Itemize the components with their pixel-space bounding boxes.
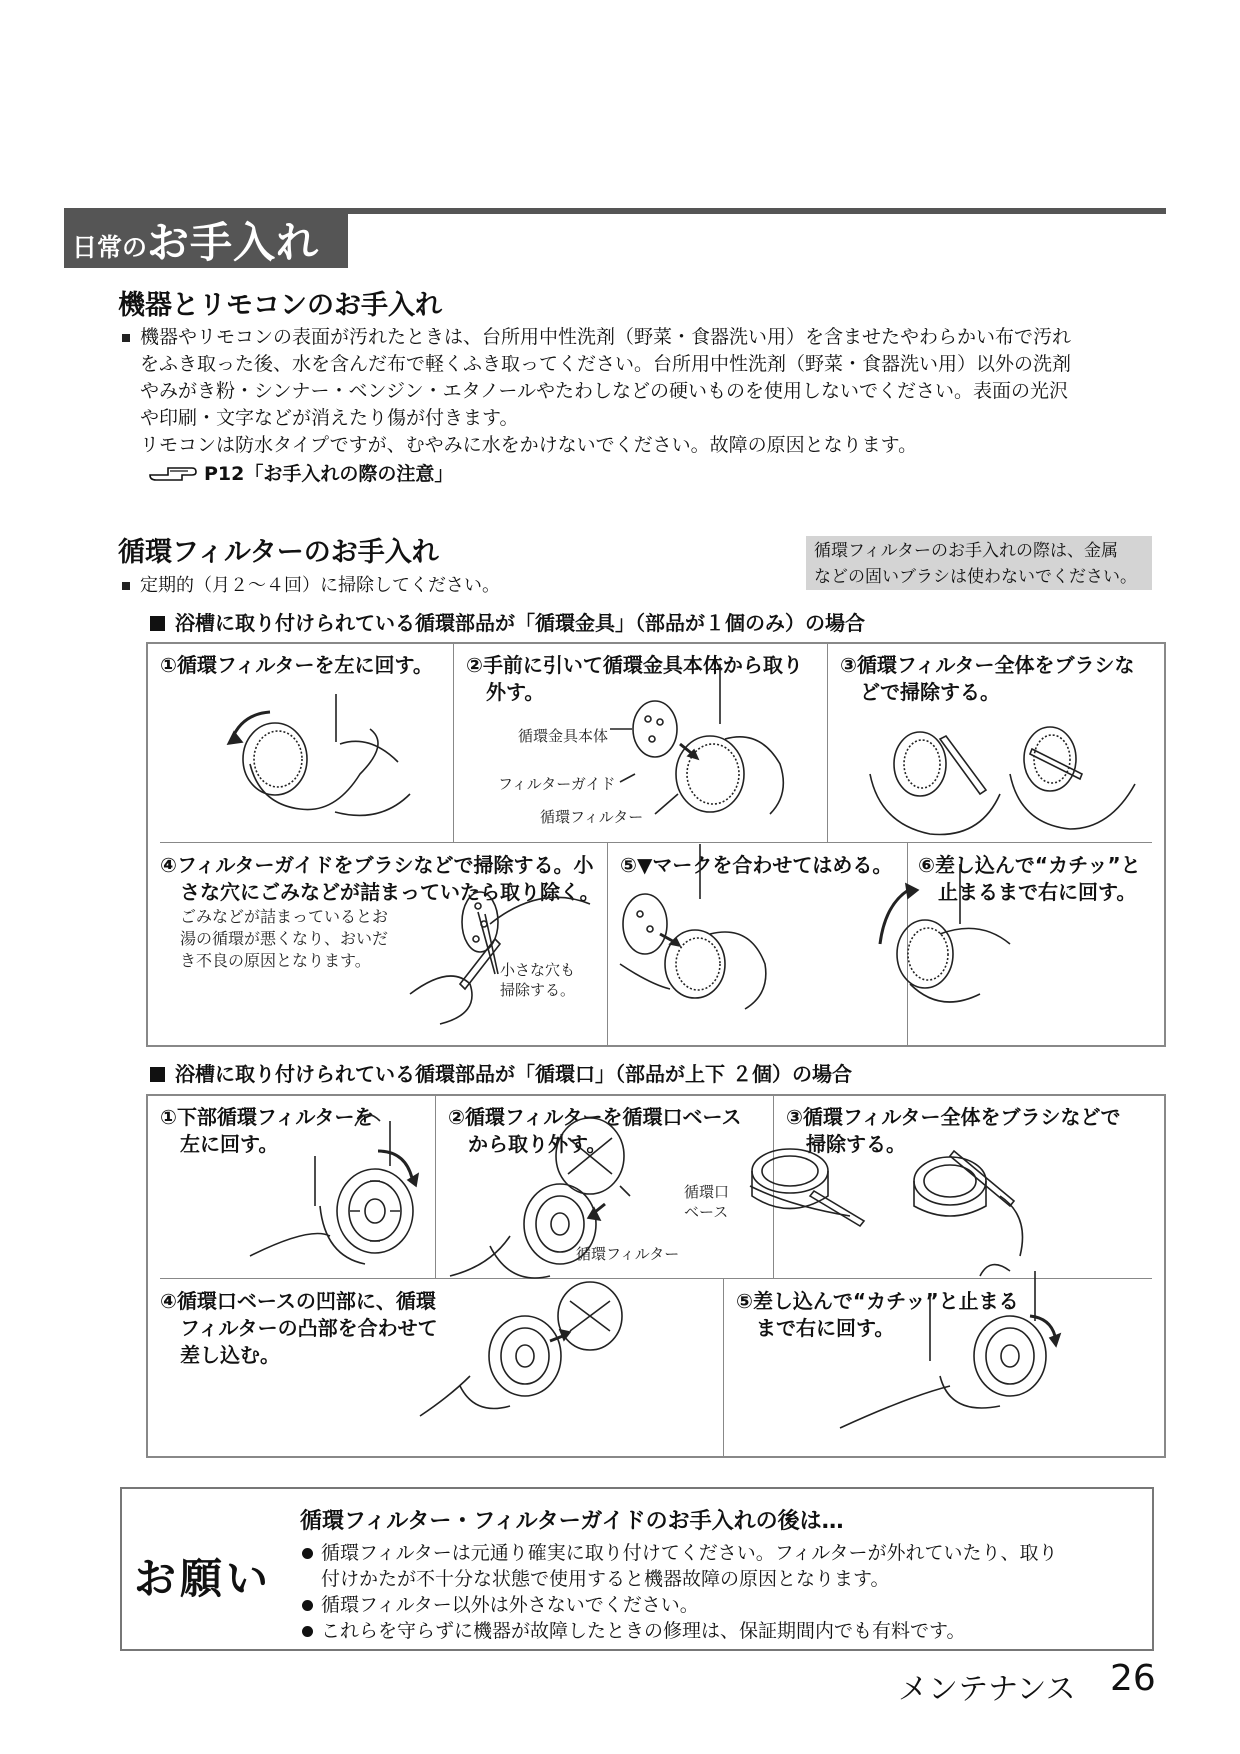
case2-step2: ②循環フィルターを循環口ベース から取り外す。: [448, 1105, 742, 1156]
cleaning-period: 定期的（月２～４回）に掃除してください。: [122, 572, 500, 599]
square-icon: [150, 616, 165, 631]
tab-big-text: お手入れ: [147, 218, 320, 267]
request-list: [302, 1540, 1057, 1644]
attach-illustration-5: [620, 844, 766, 1009]
body-line: やみがき粉・シンナー・ベンジン・エタノールやたわしなどの硬いものを使用しないでください。表面の光沢: [140, 380, 1069, 402]
remove-filter-illustration-2: [450, 1118, 630, 1278]
section2-title: 循環フィルターのお手入れ: [118, 537, 439, 568]
guide-brush-illustration-4: [410, 892, 590, 1024]
label-filter: 循環フィルター: [576, 1245, 680, 1263]
rotate-illustration-6: [880, 864, 1010, 1002]
case1-step3: ③循環フィルター全体をブラシな どで掃除する。: [840, 653, 1135, 704]
page-number: 26: [1110, 1658, 1156, 1699]
section1-title: 機器とリモコンのお手入れ: [118, 290, 442, 321]
bullet-icon: [122, 582, 130, 590]
list-item: これらを守らずに機器が故障したときの修理は、保証期間内でも有料です。: [302, 1618, 1057, 1644]
body-line: 機器やリモコンの表面が汚れたときは、台所用中性洗剤（野菜・食器洗い用）を含ませたやわらかい布で汚れ: [122, 324, 1162, 351]
clog-warning-note: ごみなどが詰まっているとお 湯の循環が悪くなり、おいだ き不良の原因となります。: [180, 907, 389, 970]
case2-heading: 浴槽に取り付けられている循環部品が「循環口」（部品が上下 ２個）の場合: [150, 1058, 852, 1087]
case2-step1: ①下部循環フィルターを 左に回す。: [160, 1105, 375, 1156]
label-filter: 循環フィルター: [540, 808, 644, 826]
insert-filter-illustration-4: [420, 1282, 622, 1416]
list-item: 循環フィルターは元通り確実に取り付けてください。フィルターが外れていたり、取り: [302, 1540, 1057, 1566]
caution-notice: 循環フィルターのお手入れの際は、金属 などの固いブラシは使わないでください。: [806, 536, 1152, 590]
list-item: 循環フィルター以外は外さないでください。: [302, 1592, 1057, 1618]
brush-illustration-3: [870, 727, 1135, 835]
pointing-hand-icon: [148, 463, 198, 483]
body-line: や印刷・文字などが消えたり傷が付きます。: [140, 407, 519, 429]
bullet-icon: [302, 1548, 313, 1559]
footer-section: メンテナンス: [898, 1672, 1076, 1707]
tab-small-text: 日常の: [72, 233, 148, 262]
square-icon: [150, 1067, 165, 1082]
case2-step3: ③循環フィルター全体をブラシなどで 掃除する。: [786, 1105, 1121, 1156]
case2-step4: ④循環口ベースの凹部に、循環 フィルターの凸部を合わせて 差し込む。: [160, 1289, 438, 1367]
label-small-holes: 小さな穴も 掃除する。: [500, 961, 576, 999]
case1-step5: ⑤▼マークを合わせてはめる。: [620, 853, 893, 877]
brush-filter-illustration-3: [750, 1149, 1023, 1256]
request-heading: 循環フィルター・フィルターガイドのお手入れの後は…: [300, 1509, 844, 1534]
request-title: お願い: [134, 1554, 273, 1603]
bullet-icon: [122, 334, 130, 342]
case2-step5: ⑤差し込んで“カチッ”と止まる まで右に回す。: [736, 1289, 1019, 1340]
bullet-icon: [302, 1600, 313, 1611]
lower-filter-illustration-1: [250, 1115, 418, 1264]
section-tab: [64, 212, 348, 268]
list-item: 付けかたが不十分な状態で使用すると機器故障の原因となります。: [321, 1568, 890, 1590]
case1-step6: ⑥差し込んで“カチッ”と 止まるまで右に回す。: [918, 853, 1141, 904]
page-reference: P12「お手入れの際の注意」: [122, 461, 1162, 488]
case1-illustrations: [150, 644, 1160, 1044]
label-fitting-body: 循環金具本体: [518, 727, 609, 745]
body-line: をふき取った後、水を含んだ布で軽くふき取ってください。台所用中性洗剤（野菜・食器洗い用）以外の洗剤: [140, 353, 1072, 375]
case1-step4: ④フィルターガイドをブラシなどで掃除する。小 さな穴にごみなどが詰まっていたら取り除く。: [160, 853, 600, 904]
label-filter-guide: フィルターガイド: [498, 775, 616, 793]
filter-illustration-1: [228, 694, 410, 815]
rotate-filter-illustration-5: [840, 1265, 1060, 1428]
case1-step2: ②手前に引いて循環金具本体から取り 外す。: [466, 653, 803, 704]
case1-heading: 浴槽に取り付けられている循環部品が「循環金具」（部品が１個のみ）の場合: [150, 607, 865, 636]
case1-step1: ①循環フィルターを左に回す。: [160, 653, 433, 677]
case2-illustrations: [150, 1096, 1160, 1456]
filter-illustration-2: [610, 664, 783, 814]
bullet-icon: [302, 1626, 313, 1637]
body-line: リモコンは防水タイプですが、むやみに水をかけないでください。故障の原因となります。: [140, 434, 918, 456]
label-outlet-base: 循環口 ベース: [684, 1183, 730, 1221]
section1-body: [122, 324, 1162, 488]
